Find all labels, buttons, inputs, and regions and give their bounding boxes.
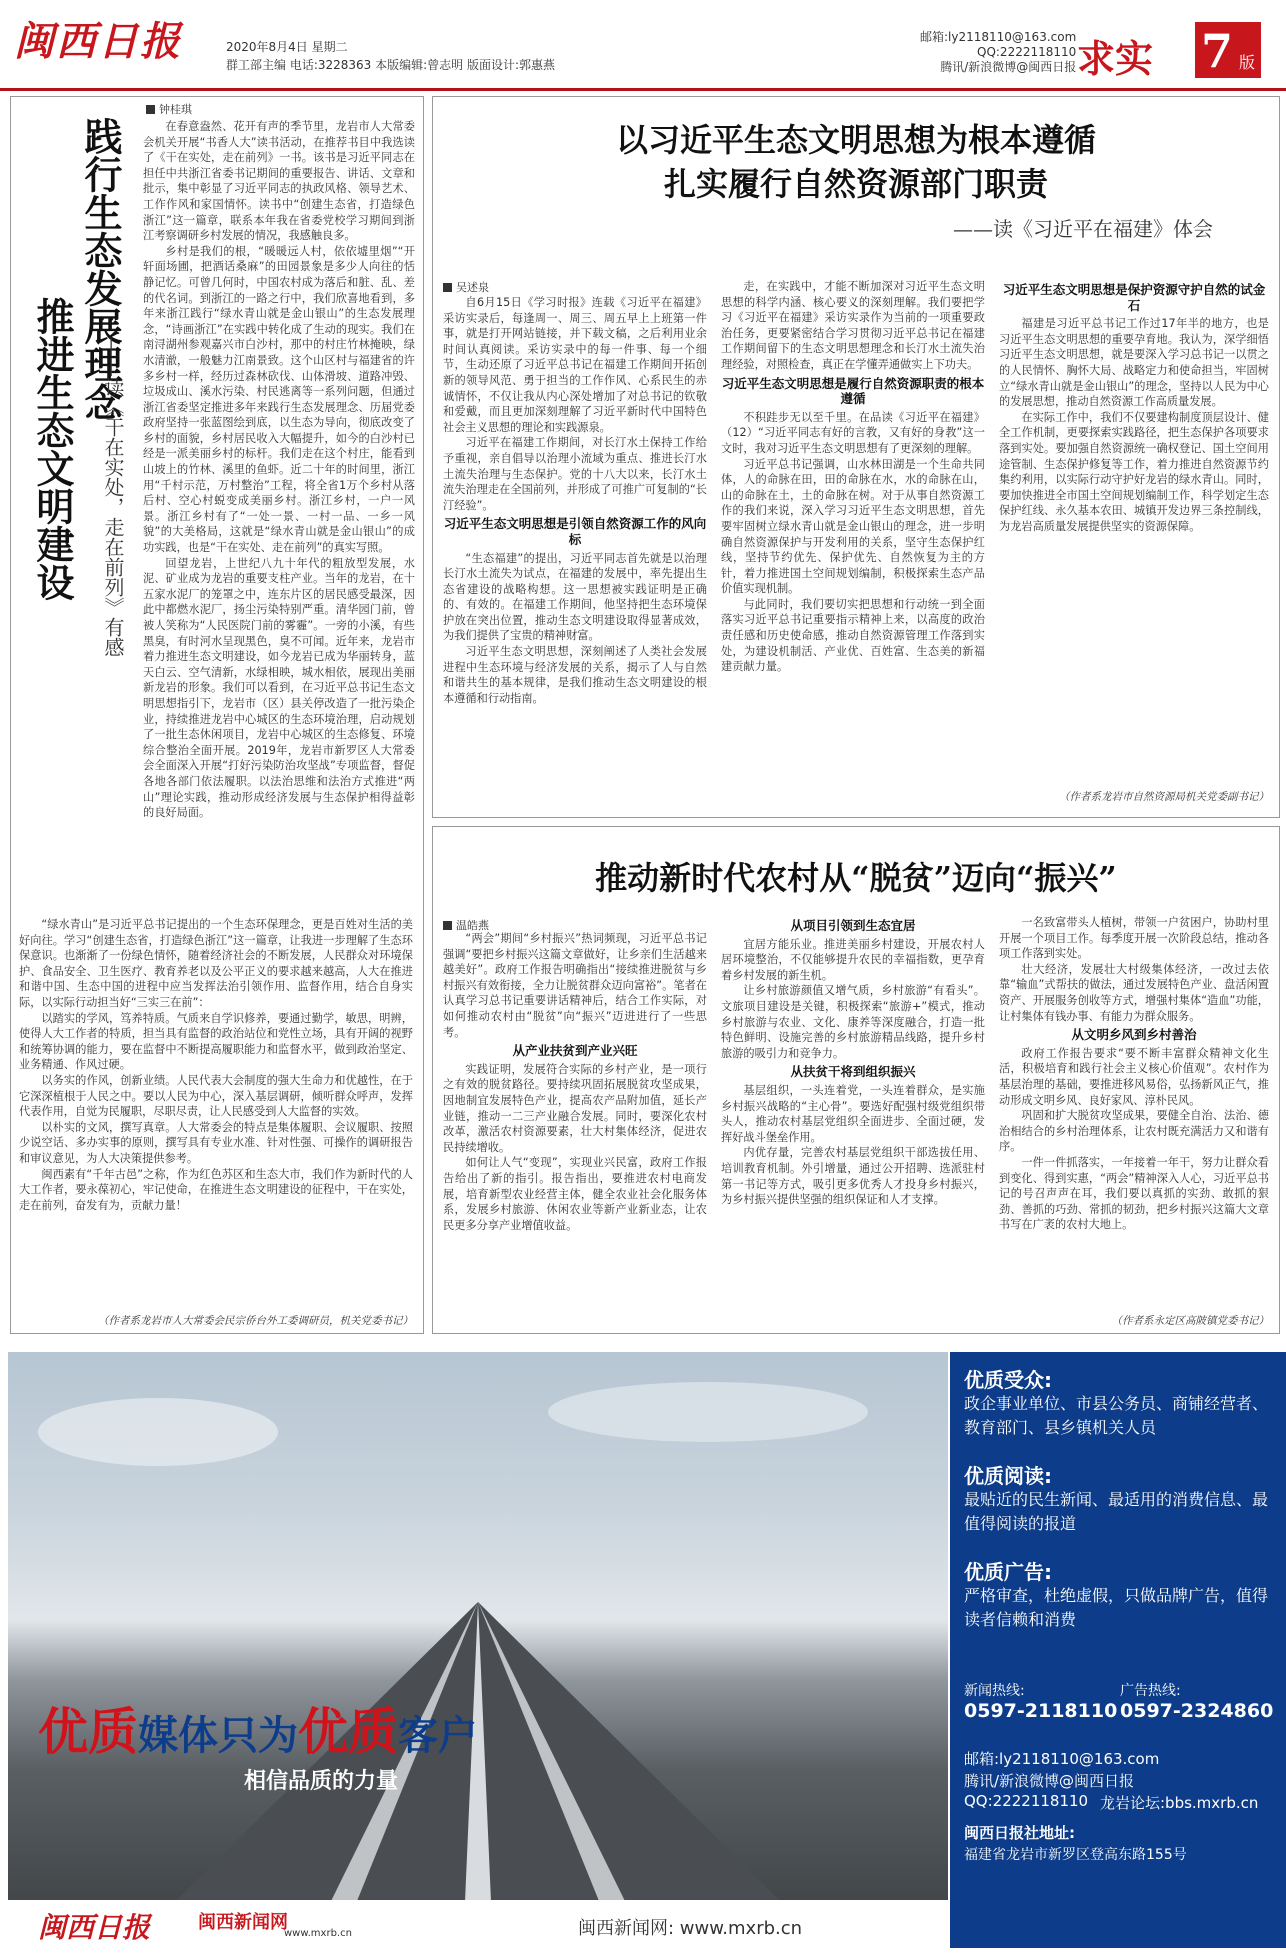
- masthead-contact: [920, 30, 1076, 75]
- left-paragraph: 以朴实的文风，撰写真章。人大常委会的特点是集体履职、会议履职、按照少说空话、多办实事的原则，撰写具有专业水准、针对性强、可操作的调研报告和审议意见，为人大决策提供参考。: [19, 1120, 413, 1165]
- bottom-title: 推动新时代农村从“脱贫”迈向“振兴”: [595, 859, 1117, 897]
- bottom-paragraph: “两会”期间“乡村振兴”热词频现，习近平总书记强调“要把乡村振兴这篇文章做好，让乡亲们生活越来越美好”。政府工作报告明确指出“接续推进脱贫与乡村振兴有效衔接，全力让脱贫群众迈向富裕”。笔者在认真学习总书记重要讲话精神后，结合工作实际，对如何推动农村由“脱贫”向“振兴”迈进进行了一些思考。: [443, 932, 707, 1039]
- top-col-1: [443, 295, 707, 805]
- top-paragraph: 与此同时，我们要切实把思想和行动统一到全面落实习近平总书记重要指示精神上来，以高度的政治责任感和历史使命感，推动自然资源管理工作落到实处，为建设机制活、产业优、百姓富、生态美的新福建贡献力量。: [721, 597, 985, 674]
- bottom-subhead-4: 从文明乡风到乡村善治: [1071, 1027, 1197, 1043]
- top-col-3: [999, 279, 1269, 779]
- ad-weibo: 腾讯/新浪微博@闽西日报: [964, 1772, 1135, 1790]
- bottom-col-1: [443, 931, 707, 1325]
- ad-audience-title: 优质受众:: [964, 1368, 1052, 1392]
- newspaper-logo: 闽西日报: [14, 18, 182, 65]
- masthead-weibo: 腾讯/新浪微博@闽西日报: [940, 60, 1077, 74]
- bottom-paragraph: 政府工作报告要求“要不断丰富群众精神文化生活，积极培育和践行社会主义核心价值观”。农村作为基层治理的基础，要推进移风易俗，弘扬新风正气，推动形成文明乡风、良好家风、淳朴民风。: [999, 1046, 1269, 1107]
- top-subtitle: ——读《习近平在福建》体会: [953, 217, 1213, 241]
- top-subhead-3: 习近平生态文明思想是保护资源守护自然的试金石: [1002, 282, 1266, 313]
- bottom-paragraph: 让乡村旅游颜值又增气质，乡村旅游“有看头”。文旅项目建设是关键，积极探索“旅游+”模式，推动乡村旅游与农业、文化、康养等深度融合，打造一批特色鲜明、设施完善的乡村旅游精品线路，提升乡村旅游的吸引力和竞争力。: [721, 984, 985, 1060]
- bottom-col-3: [999, 915, 1269, 1307]
- bottom-byline: 温皓燕: [443, 917, 489, 933]
- ad-reading-title: 优质阅读:: [964, 1464, 1052, 1488]
- page-suffix: 版: [1239, 53, 1256, 72]
- left-title-2: 推进生态文明建设: [30, 297, 75, 601]
- bottom-paragraph: 实践证明，发展符合实际的乡村产业，是一项行之有效的脱贫路径。要持续巩固拓展脱贫攻坚成果，因地制宜发展特色产业，提高农产品附加值，延长产业链，推动一二三产业融合发展。同时，要深化农村改革，激活农村资源要素，壮大村集体经济，促进农民持续增收。: [443, 1062, 707, 1154]
- left-body-top: [143, 119, 415, 897]
- bottom-paragraph: 宜居方能乐业。推进美丽乡村建设，开展农村人居环境整治，不仅能够提升农民的幸福指数，更孕育着乡村发展的新生机。: [721, 937, 985, 982]
- bottom-subhead-1: 从产业扶贫到产业兴旺: [512, 1043, 638, 1059]
- top-paragraph: 在实际工作中，我们不仅要建构制度顶层设计、健全工作机制，更要探索实践路径，把生态保护各项要求落到实处。要加强自然资源统一确权登记、国土空间用途管制、生态保护修复等工作，着力推进自然资源节约集约利用，以实际行动守护好龙岩的绿水青山。同时，要加快推进全市国土空间规划编制工作，科学划定生态保护红线、永久基本农田、城镇开发边界三条控制线，为龙岩高质量发展提供坚实的资源保障。: [999, 410, 1269, 533]
- ad-headline: [38, 1692, 478, 1764]
- editor-line: 群工部主编 电话:3228363 本版编辑:曾志明 版面设计:郭惠燕: [226, 58, 556, 72]
- left-paragraph: 闽西素有“千年古邑”之称，作为红色苏区和生态大市，我们作为新时代的人大工作者，要永葆初心，牢记使命，在推进生态文明建设的征程中，干在实处，走在前列，奋发有为，贡献力量！: [19, 1167, 413, 1212]
- ads-hotline-number: 0597-2324860: [1120, 1700, 1274, 1722]
- ad-ad-title: 优质广告:: [964, 1560, 1052, 1584]
- top-author: （作者系龙岩市自然资源局机关党委副书记）: [1059, 791, 1269, 803]
- top-paragraph: 走，在实践中，才能不断加深对习近平生态文明思想的科学内涵、核心要义的深刻理解。我们要把学习《习近平在福建》采访实录作为当前的一项重要政治任务，更要紧密结合学习贯彻习近平总书记在福建工作期间留下的生态文明思想理念和长汀水土流失治理经验，对照检查，真正在学懂弄通做实上下功夫。: [721, 280, 985, 371]
- ad-site-text: 闽西新闻网: www.mxrb.cn: [578, 1918, 803, 1939]
- bottom-paragraph: 一名致富带头人植树，带领一户贫困户，协助村里开展一个项目工作。每季度开展一次阶段总结，推动各项工作落到实处。: [999, 916, 1269, 961]
- ad-address: 福建省龙岩市新罗区登高东路155号: [964, 1847, 1187, 1863]
- ad-headline-c: 优质: [298, 1702, 398, 1761]
- left-paragraph: 乡村是我们的根，“暖暖远人村，依依墟里烟”“开轩面场圃，把酒话桑麻”的田园景象是多少人向往的恬静记忆。可曾几何时，中国农村成为落后和脏、乱、差的代名词。到浙江的一路之行中，我们欣喜地看到，多年来浙江践行“绿水青山就是金山银山”的生态发展理念，“诗画浙江”在实践中转化成了生动的现实。我们在南浔湖州参观嘉兴市白沙村，那中的村庄竹林掩映，绿水清澈，一般魅力江南景致。这个山区村与福建省的许多乡村一样，经历过森林砍伐、山体滑坡、道路冲毁、垃圾成山、溪水污染、村民逃离等一系列问题，但通过浙江省委坚定推进多年来践行生态发展理念、历届党委政府坚持一张蓝图绘到底，以生态为导向，彻底改变了乡村的面貌，乡村居民收入大幅提升，如今的白沙村已经是一派美丽乡村的标杆。我们走在这个村庄，能看到山坡上的竹林、溪里的鱼虾。近二十年的时间里，浙江用“千村示范，万村整治”工程，将全省1万个乡村从落后村、空心村蜕变成美丽乡村。浙江乡村，一户一风景。浙江乡村有了“一处一景、一村一品、一乡一风貌”的大美格局，这就是“绿水青山就是金山银山”的成功实践，也是“干在实处、走在前列”的真实写照。: [143, 244, 415, 555]
- masthead-qq: QQ:2222118110: [977, 45, 1077, 59]
- issue-meta: [226, 38, 555, 74]
- ad-logo-2-url: www.mxrb.cn: [284, 1928, 352, 1939]
- ad-qq: QQ:2222118110: [964, 1792, 1089, 1810]
- bottom-article: [432, 826, 1280, 1334]
- runway-illustration: [8, 1352, 948, 1948]
- top-subhead-2: 习近平生态文明思想是履行自然资源职责的根本遵循: [721, 375, 985, 407]
- bottom-paragraph: 内优存量，完善农村基层党组织干部选拔任用、培训教育机制。外引增量，通过公开招聘、选派驻村第一书记等方式，吸引更多优秀人才投身乡村振兴，为乡村振兴提供坚强的组织保证和人才支撑。: [721, 1146, 985, 1207]
- top-col-2: [721, 279, 985, 805]
- hotline-label: 新闻热线:: [964, 1683, 1025, 1699]
- top-paragraph: 自6月15日《学习时报》连载《习近平在福建》采访实录后，每逢周一、周三、周五早上上班第一件事，就是打开网站链接，并下载文稿，之后利用业余时间认真阅读。采访实录中的每一件事、每一个细节，生动还原了习近平总书记在福建工作期间开拓创新的领导风范、勇于担当的工作作风、心系民生的赤诚情怀，不仅让我从内心深处增加了对总书记的钦敬和爱戴，而且更加深刻理解了习近平新时代中国特色社会主义思想的理论和实践源泉。: [443, 296, 707, 434]
- left-byline: 钟桂琪: [146, 101, 192, 117]
- left-article: [10, 96, 424, 1334]
- top-paragraph: 福建是习近平总书记工作过17年半的地方，也是习近平生态文明思想的重要孕育地。我认为，深学细悟习近平生态文明思想，就是要深入学习总书记一以贯之的人民情怀、胸怀大局、战略定力和使命担当，牢固树立“绿水青山就是金山银山”的理念，坚持以人民为中心的发展思想，推动自然资源工作高质量发展。: [999, 317, 1269, 409]
- ad-panel: [950, 1352, 1286, 1948]
- page-number: 7: [1201, 24, 1234, 78]
- date-line: 2020年8月4日 星期二: [226, 40, 348, 54]
- top-paragraph: 习近平在福建工作期间，对长汀水土保持工作给予重视，亲自倡导以治理小流域为重点、推进长汀水土流失治理与生态保护。党的十八大以来，长汀水土流失治理走在全国前列，并形成了可推广可复制的“长汀经验”。: [443, 436, 707, 512]
- top-article: [432, 96, 1280, 818]
- left-paragraph: 以踏实的学风，笃养特质。气质来自学识修养，要通过勤学，敏思，明辨，使得人大工作者的特质，担当具有监督的政治站位和党性立场，具有开阔的视野和统筹协调的能力，要在监督中不断提高履职能力和监督水平，做到政治坚定、业务精通、作风过硬。: [19, 1011, 413, 1072]
- ad-headline-a: 优质: [38, 1702, 138, 1761]
- bottom-subhead-3: 从扶贫干将到组织振兴: [790, 1064, 916, 1080]
- ads-hotline-label: 广告热线:: [1120, 1683, 1181, 1699]
- top-paragraph: 不积跬步无以至千里。在品读《习近平在福建》（12）“习近平同志有好的言教，又有好的身教”这一文时，我对习近平生态文明思想有了更深刻的理解。: [721, 410, 985, 455]
- left-body-bottom: [19, 917, 413, 1307]
- hotline-number: 0597-2118110: [964, 1700, 1118, 1722]
- section-name: 求实: [1077, 36, 1154, 81]
- ad-ad-text: 严格审查，杜绝虚假，只做品牌广告，值得读者信赖和消费: [964, 1586, 1269, 1629]
- ad-tagline: 相信品质的力量: [244, 1769, 399, 1794]
- left-subtitle: ——读《干在实处，走在前列》有感: [101, 337, 125, 657]
- left-paragraph: 在春意盎然、花开有声的季节里，龙岩市人大常委会机关开展“书香人大”读书活动，在推荐书目中我选读了《干在实处，走在前列》一书。该书是习近平同志在担任中共浙江省委书记期间的重要报告、讲话、文章和批示，集中彰显了习近平同志的执政风格、领导艺术、工作作风和家国情怀。读书中“创建生态省，打造绿色浙江”这一篇章，联系本年我在省委党校学习期间到浙江考察调研乡村发展的情况，我感触良多。: [143, 120, 415, 243]
- ad-headline-b: 媒体只为: [138, 1712, 298, 1759]
- masthead-email: 邮箱:ly2118110@163.com: [920, 30, 1077, 44]
- bottom-paragraph: 壮大经济，发展壮大村级集体经济，一改过去依靠“输血”式帮扶的做法，通过发展特色产业、盘活闲置资产、开展服务创收等方式，增强村集体“造血”功能，让村集体有钱办事、有能力为群众服务。: [999, 962, 1269, 1023]
- ad-address-title: 闽西日报社地址:: [964, 1824, 1075, 1842]
- left-title-1: 践行生态发展理念: [78, 117, 123, 421]
- top-title-line1: 以习近平生态文明思想为根本遵循: [615, 121, 1096, 159]
- bottom-col-2: [721, 915, 985, 1325]
- ad-reading-text: 最贴近的民生新闻、最适用的消费信息、最值得阅读的报道: [964, 1490, 1269, 1533]
- ad-headline-d: 客户: [398, 1712, 478, 1759]
- ad-logo-1: 闽西日报: [38, 1911, 151, 1944]
- ad-email: 邮箱:ly2118110@163.com: [964, 1750, 1160, 1768]
- left-paragraph: 以务实的作风，创新业绩。人民代表大会制度的强大生命力和优越性，在于它深深植根于人民之中。要以人民为中心，深入基层调研，倾听群众呼声，发挥代表作用，自觉为民履职，尽职尽责，让人民感受到人大监督的实效。: [19, 1073, 413, 1119]
- ad-audience-text: 政企事业单位、市县公务员、商铺经营者、教育部门、县乡镇机关人员: [964, 1394, 1269, 1437]
- ad-forum: 龙岩论坛:bbs.mxrb.cn: [1100, 1794, 1259, 1812]
- bottom-paragraph: 基层组织，一头连着党，一头连着群众，是实施乡村振兴战略的“主心骨”。要选好配强村级党组织带头人，推动农村基层党组织全面进步、全面过硬，发挥好战斗堡垒作用。: [721, 1083, 985, 1144]
- top-byline: 吴述泉: [443, 279, 489, 295]
- top-paragraph: 习近平生态文明思想，深刻阐述了人类社会发展进程中生态环境与经济发展的关系，揭示了人与自然和谐共生的基本规律，是我们推动生态文明建设的根本遵循和行动指南。: [443, 645, 707, 705]
- top-paragraph: “生态福建”的提出，习近平同志首先就是以治理长汀水土流失为试点，在福建的发展中，率先提出生态省建设的战略构想。这一思想被实践证明是正确的、有效的。在福建工作期间，他坚持把生态环境保护放在突出位置，推动生态文明建设取得显著成效，为我们提供了宝贵的精神财富。: [443, 551, 707, 643]
- bottom-author: （作者系永定区高陂镇党委书记）: [1111, 1315, 1269, 1327]
- top-paragraph: 习近平总书记强调，山水林田湖是一个生命共同体，人的命脉在田，田的命脉在水，水的命脉在山，山的命脉在土，土的命脉在树。对于从事自然资源工作的我们来说，深入学习习近平生态文明思想，首先要牢固树立绿水青山就是金山银山的理念，进一步明确自然资源保护与开发利用的关系，坚守生态保护红线，坚持节约优先、保护优先、自然恢复为主的方针，着力推进国土空间规划编制，积极探索生态产品价值实现机制。: [721, 457, 985, 596]
- bottom-subhead-2: 从项目引领到生态宜居: [790, 918, 916, 933]
- bottom-paragraph: 如何让人气“变现”，实现业兴民富，政府工作报告给出了新的指引。报告指出，要推进农村电商发展，培育新型农业经营主体，健全农业社会化服务体系，发展乡村旅游、休闲农业等新产业新业态，让农民更多分享产业增值收益。: [443, 1156, 707, 1232]
- left-author: （作者系龙岩市人大常委会民宗侨台外工委调研员，机关党委书记）: [98, 1315, 413, 1327]
- bottom-paragraph: 巩固和扩大脱贫攻坚成果，要健全自治、法治、德治相结合的乡村治理体系，让农村既充满活力又和谐有序。: [999, 1109, 1269, 1154]
- ad-logo-2: 闽西新闻网: [198, 1912, 288, 1933]
- left-paragraph: “绿水青山”是习近平总书记提出的一个生态环保理念，更是百姓对生活的美好向往。学习“创建生态省，打造绿色浙江”这一篇章，让我进一步理解了生态环保意识。也渐渐了一份绿色情怀，随着经济社会的不断发展，人民群众对环境保护、食品安全、卫生医疗、教育养老以及公平正义的要求越来越高，人大在推进和谐中国、生态中国的进程中应当发挥法治引领作用、监督作用，结合自身实际，以实际行动担当好“三实三在前”：: [19, 918, 413, 1009]
- top-subhead-1: 习近平生态文明思想是引领自然资源工作的风向标: [443, 516, 707, 547]
- top-title-line2: 扎实履行自然资源部门职责: [663, 165, 1048, 203]
- ad-image: [8, 1352, 948, 1948]
- bottom-paragraph: 一件一件抓落实，一年接着一年干，努力让群众看到变化、得到实惠，“两会”精神深入人心，习近平总书记的号召声声在耳，我们要以真抓的实劲、敢抓的狠劲、善抓的巧劲、常抓的韧劲，把乡村振兴这篇大文章书写在广袤的农村大地上。: [999, 1155, 1269, 1232]
- page-number-box: [1195, 22, 1261, 78]
- left-paragraph: 回望龙岩，上世纪八九十年代的粗放型发展，水泥、矿业成为龙岩的重要支柱产业。当年的龙岩，在十五家水泥厂的笼罩之中，连东片区的居民感受最深，因此中都燃水泥厂，扬尘污染特别严重。清华园门前，曾被人笑称为“人民医院门前的雾霾”。一旁的小溪，有些黑臭，有时河水呈现黑色，臭不可闻。近年来，龙岩市着力推进生态文明建设，如今龙岩已成为华丽转身，蓝天白云、空气清新，水绿相映，城水相依，展现出美丽新龙岩的形象。我们可以看到，在习近平总书记生态文明思想指引下，龙岩市（区）县关停改造了一批污染企业，持续推进龙岩中心城区的生态环境治理，启动规划了一批生态休闲项目，龙岩中心城区的生态修复、环境综合整治全面开展。2019年，龙岩市新罗区人大常委会全面深入开展“打好污染防治攻坚战”专项监督，督促各地各部门依法履职。以法治思维和法治方式推进“两山”理论实践，推动形成经济发展与生态保护相得益彰的良好局面。: [143, 556, 415, 820]
